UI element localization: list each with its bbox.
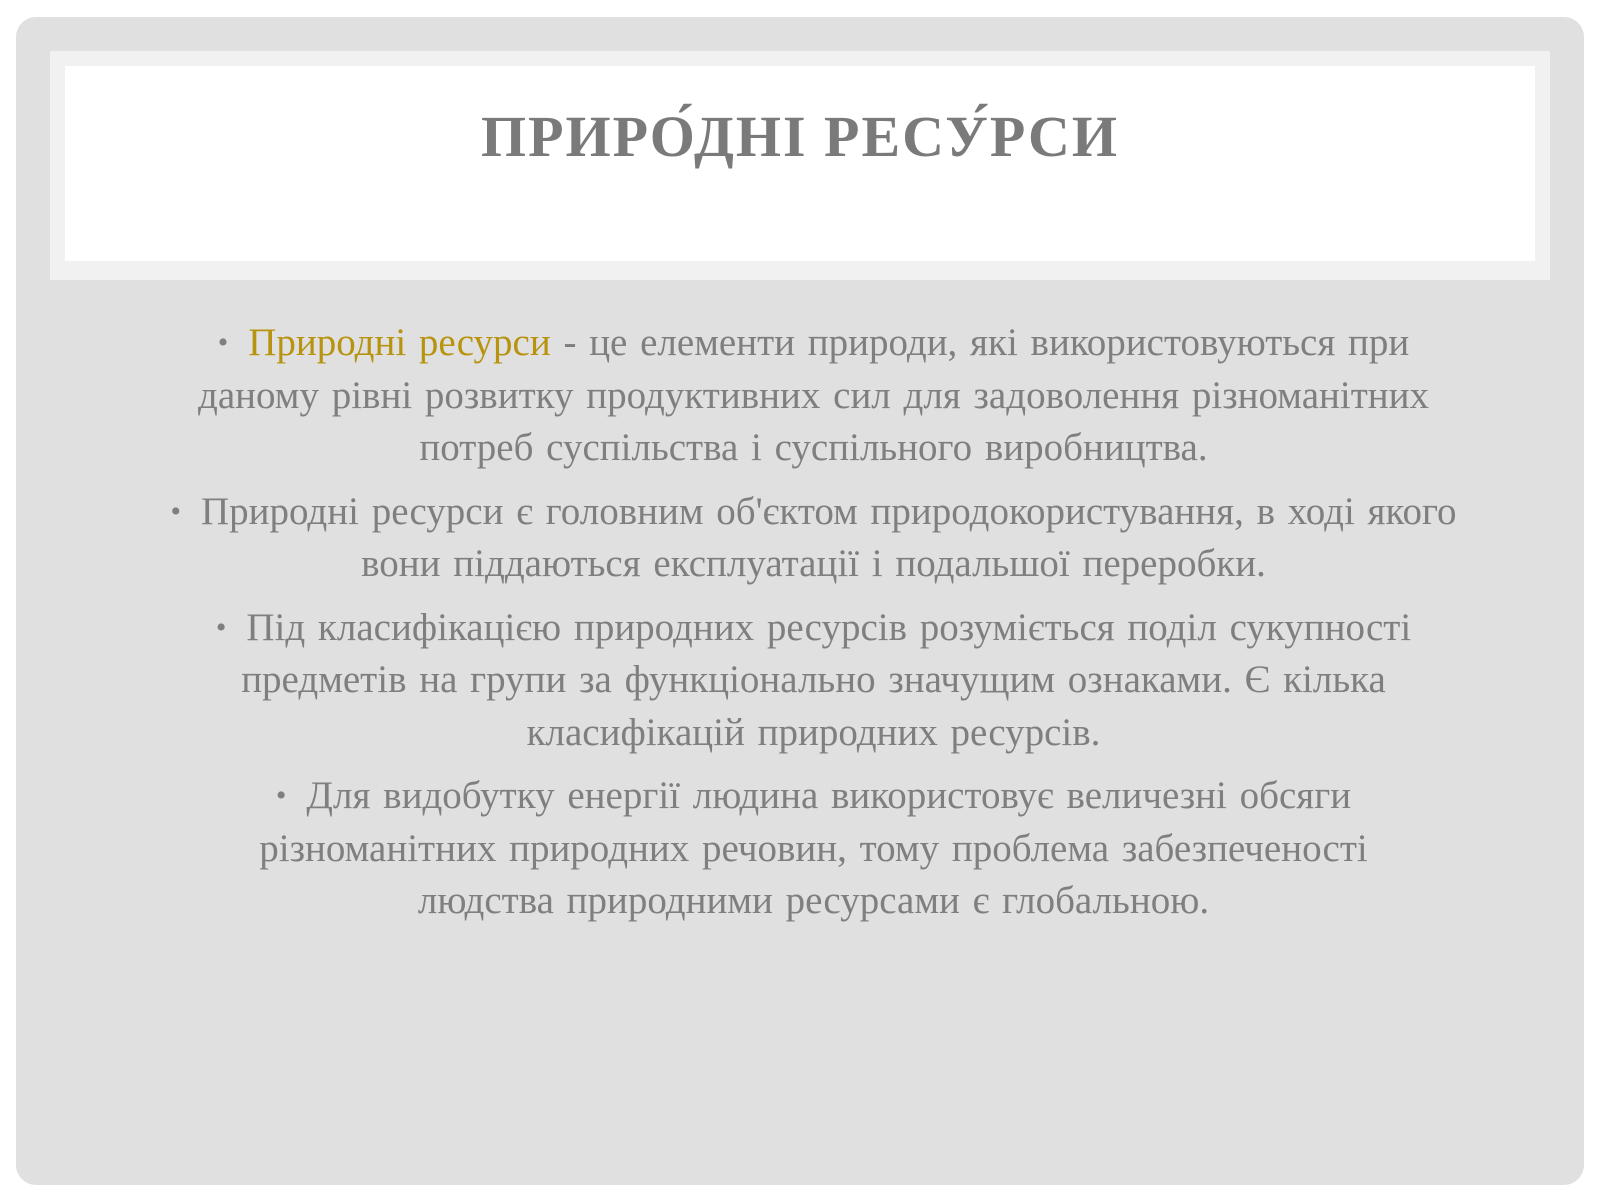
slide-title: ПРИРО́ДНІ РЕСУ́РСИ (481, 104, 1119, 169)
bullet-dot-icon: • (215, 610, 227, 644)
title-band (50, 51, 1550, 280)
bullet-item-energy (136, 770, 1491, 928)
title-box (65, 66, 1535, 261)
bullet-item-classification (136, 602, 1491, 760)
bullet-dot-icon: • (170, 494, 182, 528)
slide (16, 17, 1584, 1185)
highlighted-term: Природні ресурси (248, 321, 551, 364)
bullet-text: Природні ресурси є головним об'єктом природокористування, в ході якого вони піддаються експлуатації і подальшої переробки. (201, 489, 1457, 585)
bullet-text: Для видобутку енергії людина використовує величезні обсяги різноманітних природних речовин, тому проблема забезпеченості людства природними ресурсами є глобальною. (259, 774, 1368, 922)
bullet-item-usage (136, 486, 1491, 591)
bullet-dot-icon: • (275, 779, 287, 812)
bullet-item-definition (136, 317, 1491, 475)
bullet-text: - це елементи природи, які використовуються при даному рівні розвитку продуктивних сил для задоволення різноманітних потреб суспільства і суспільного виробництва. (197, 321, 1429, 469)
bullet-dot-icon: • (217, 326, 229, 359)
bullet-list (136, 317, 1491, 928)
bullet-text: Під класифікацією природних ресурсів розуміється поділ сукупності предметів на групи за функціонально значущим ознаками. Є кілька класифікацій природних ресурсів. (241, 605, 1412, 754)
content-area (136, 317, 1491, 939)
